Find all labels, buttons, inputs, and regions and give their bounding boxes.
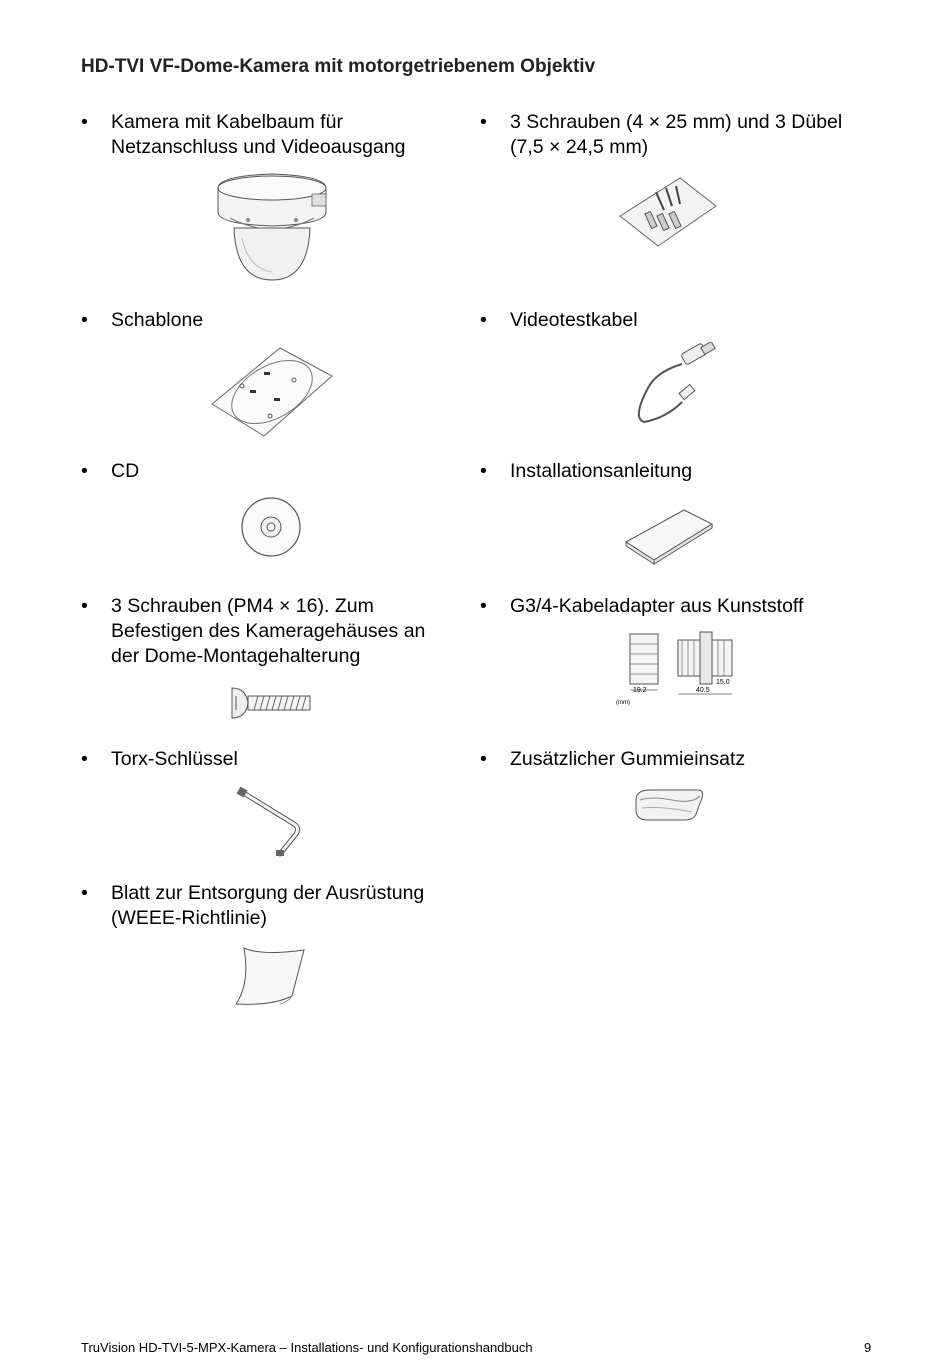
bullet: • bbox=[81, 309, 88, 331]
screw-icon bbox=[228, 684, 314, 722]
item-text bbox=[510, 459, 692, 484]
bullet: • bbox=[480, 309, 487, 331]
torx-key-icon bbox=[234, 786, 308, 858]
screws-bag-icon bbox=[618, 176, 718, 248]
item-line: Videotestkabel bbox=[510, 309, 638, 331]
footer-document-title: TruVision HD-TVI-5-MPX-Kamera – Installations- und Konfigurationshandbuch bbox=[81, 1340, 533, 1355]
cable-adapter-icon bbox=[612, 628, 744, 708]
item-text bbox=[111, 747, 238, 772]
dome-camera-icon bbox=[208, 168, 336, 288]
item-text bbox=[510, 308, 638, 333]
video-cable-icon bbox=[626, 342, 722, 428]
item-line: Befestigen des Kameragehäuses an bbox=[111, 620, 426, 642]
item-text bbox=[510, 594, 803, 619]
manual-icon bbox=[624, 508, 714, 566]
adapter-unit-label: (mm) bbox=[616, 700, 630, 706]
bullet: • bbox=[81, 882, 88, 904]
item-text bbox=[111, 110, 406, 160]
item-line: CD bbox=[111, 460, 140, 482]
item-line: 3 Schrauben (4 × 25 mm) und 3 Dübel bbox=[510, 111, 843, 133]
adapter-dim-3: 15.0 bbox=[716, 679, 730, 686]
adapter-dim-1: 19.2 bbox=[633, 687, 647, 694]
item-text bbox=[111, 881, 424, 931]
item-line: Installationsanleitung bbox=[510, 460, 693, 482]
rubber-insert-icon bbox=[632, 786, 706, 822]
template-icon bbox=[210, 346, 334, 438]
adapter-dim-2: 40.5 bbox=[696, 687, 710, 694]
item-line: (WEEE-Richtlinie) bbox=[111, 907, 268, 929]
page-number: 9 bbox=[864, 1340, 872, 1355]
bullet: • bbox=[480, 595, 487, 617]
bullet: • bbox=[480, 111, 487, 133]
item-line: Zusätzlicher Gummieinsatz bbox=[510, 748, 746, 770]
item-text bbox=[510, 747, 745, 772]
weee-sheet-icon bbox=[232, 944, 308, 1010]
item-line: Netzanschluss und Videoausgang bbox=[111, 136, 406, 158]
item-line: Schablone bbox=[111, 309, 204, 331]
item-line: Kamera mit Kabelbaum für bbox=[111, 111, 343, 133]
item-line: Torx-Schlüssel bbox=[111, 748, 238, 770]
bullet: • bbox=[480, 748, 487, 770]
item-line: G3/4-Kabeladapter aus Kunststoff bbox=[510, 595, 804, 617]
item-line: Blatt zur Entsorgung der Ausrüstung bbox=[111, 882, 425, 904]
page-heading: HD-TVI VF-Dome-Kamera mit motorgetriebenem Objektiv bbox=[81, 56, 596, 77]
bullet: • bbox=[81, 111, 88, 133]
item-text bbox=[111, 594, 425, 669]
bullet: • bbox=[480, 460, 487, 482]
item-text bbox=[111, 308, 203, 333]
bullet: • bbox=[81, 748, 88, 770]
item-line: 3 Schrauben (PM4 × 16). Zum bbox=[111, 595, 374, 617]
item-line: der Dome-Montagehalterung bbox=[111, 645, 361, 667]
item-text bbox=[111, 459, 139, 484]
item-text bbox=[510, 110, 842, 160]
bullet: • bbox=[81, 595, 88, 617]
cd-icon bbox=[240, 496, 302, 558]
bullet: • bbox=[81, 460, 88, 482]
item-line: (7,5 × 24,5 mm) bbox=[510, 136, 649, 158]
